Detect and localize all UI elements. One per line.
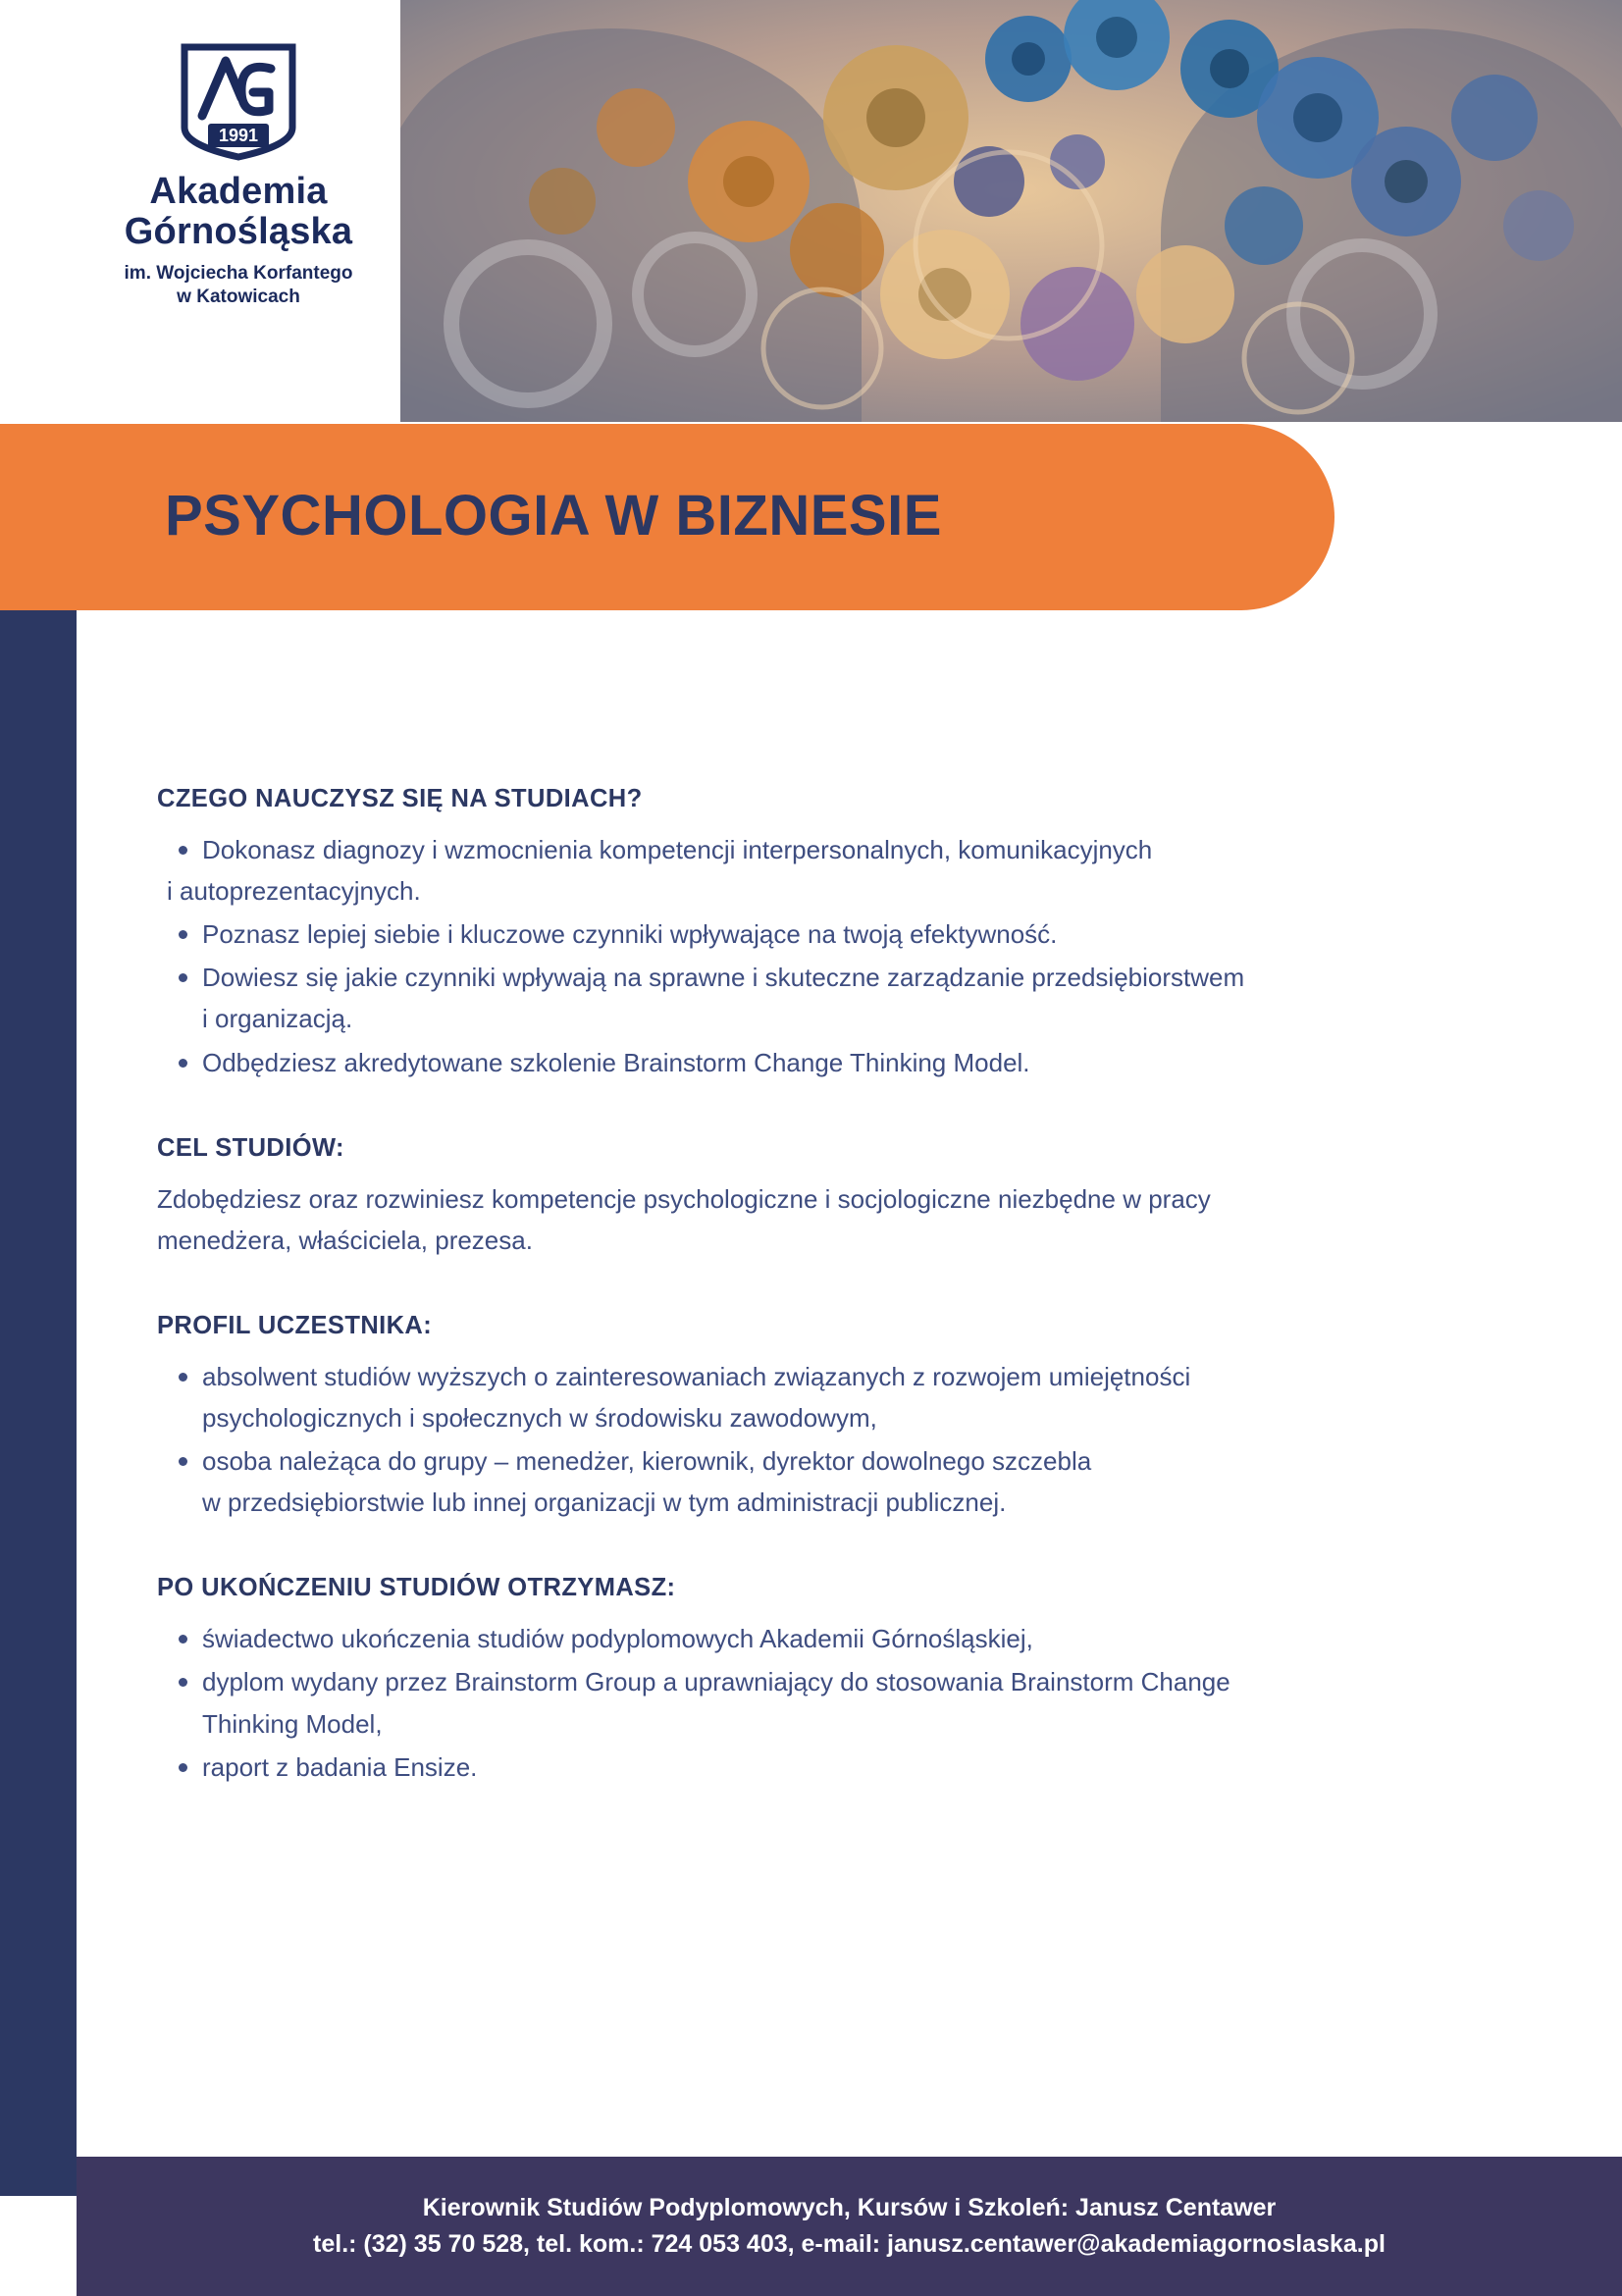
list-item xyxy=(157,1440,1511,1523)
footer-contact xyxy=(77,2157,1622,2296)
left-accent-bar xyxy=(0,606,77,2196)
list-item-text-cont: w przedsiębiorstwie lub innej organizacji w tym administracji publicznej. xyxy=(202,1487,1007,1518)
bullet-list xyxy=(157,829,1511,1083)
list-item-text-cont: psychologicznych i społecznych w środowisku zawodowym, xyxy=(202,1402,877,1433)
section-heading: PROFIL UCZESTNIKA: xyxy=(157,1311,433,1339)
list-item-text: Odbędziesz akredytowane szkolenie Brainstorm Change Thinking Model. xyxy=(202,1047,1030,1077)
footer-line-1: Kierownik Studiów Podyplomowych, Kursów i Szkoleń: Janusz Centawer xyxy=(422,2193,1277,2221)
list-item xyxy=(157,1618,1511,1659)
logo-mark-icon xyxy=(165,39,312,162)
list-item-text: świadectwo ukończenia studiów podyplomowych Akademii Górnośląskiej, xyxy=(202,1624,1033,1654)
list-item xyxy=(157,1661,1511,1744)
list-item xyxy=(157,957,1511,1039)
list-item-text-cont: i autoprezentacyjnych. xyxy=(167,876,421,907)
logo-sub-line1: im. Wojciecha Korfantego xyxy=(124,263,353,285)
page-title: PSYCHOLOGIA W BIZNESIE xyxy=(165,484,942,548)
header xyxy=(0,0,1622,548)
list-item-text-cont: Thinking Model, xyxy=(202,1708,383,1739)
list-item-text: Dokonasz diagnozy i wzmocnienia kompetencji interpersonalnych, komunikacyjnych xyxy=(202,835,1153,864)
svg-text:1991: 1991 xyxy=(218,126,259,145)
list-item xyxy=(157,1747,1511,1788)
list-item xyxy=(157,1356,1511,1438)
list-item xyxy=(157,1042,1511,1083)
section-heading: CZEGO NAUCZYSZ SIĘ NA STUDIACH? xyxy=(157,785,643,812)
gears-head-image xyxy=(400,0,1622,422)
list-item-text: osoba należąca do grupy – menedżer, kierownik, dyrektor dowolnego szczebla xyxy=(202,1446,1092,1477)
list-item-text: absolwent studiów wyższych o zainteresowaniach związanych z rozwojem umiejętności xyxy=(202,1361,1191,1391)
list-item-text: raport z badania Ensize. xyxy=(202,1751,478,1782)
footer-line-2: tel.: (32) 35 70 528, tel. kom.: 724 053 403, e-mail: janusz.centawer@akademiagornoslaska.pl xyxy=(313,2230,1386,2258)
list-item-text: Poznasz lepiej siebie i kluczowe czynniki wpływające na twoją efektywność. xyxy=(202,919,1058,950)
section-po-ukonczeniu xyxy=(157,1574,1511,1787)
section-czego-nauczysz xyxy=(157,785,1511,1083)
university-logo xyxy=(77,39,400,309)
section-heading: CEL STUDIÓW: xyxy=(157,1133,344,1162)
bullet-list xyxy=(157,1618,1511,1787)
main-content xyxy=(157,785,1511,1817)
list-item-text-cont: i organizacją. xyxy=(202,1004,353,1034)
logo-name-line1: Akademia xyxy=(149,171,328,212)
paragraph-line-1: Zdobędziesz oraz rozwiniesz kompetencje psychologiczne i socjologiczne niezbędne w pracy xyxy=(157,1183,1211,1214)
logo-sub-line2: w Katowicach xyxy=(177,286,300,307)
section-heading: PO UKOŃCZENIU STUDIÓW OTRZYMASZ: xyxy=(157,1574,676,1602)
list-item xyxy=(157,829,1511,912)
list-item-text: Dowiesz się jakie czynniki wpływają na sprawne i skuteczne zarządzanie przedsiębiorstwem xyxy=(202,963,1245,993)
logo-name-line2: Górnośląska xyxy=(124,211,353,253)
paragraph-line-2: menedżera, właściciela, prezesa. xyxy=(157,1225,533,1255)
section-profil-uczestnika xyxy=(157,1312,1511,1523)
bullet-list xyxy=(157,1356,1511,1523)
section-cel-studiow xyxy=(157,1134,1511,1261)
list-item-text: dyplom wydany przez Brainstorm Group a uprawniający do stosowania Brainstorm Change xyxy=(202,1667,1230,1697)
list-item xyxy=(157,913,1511,955)
